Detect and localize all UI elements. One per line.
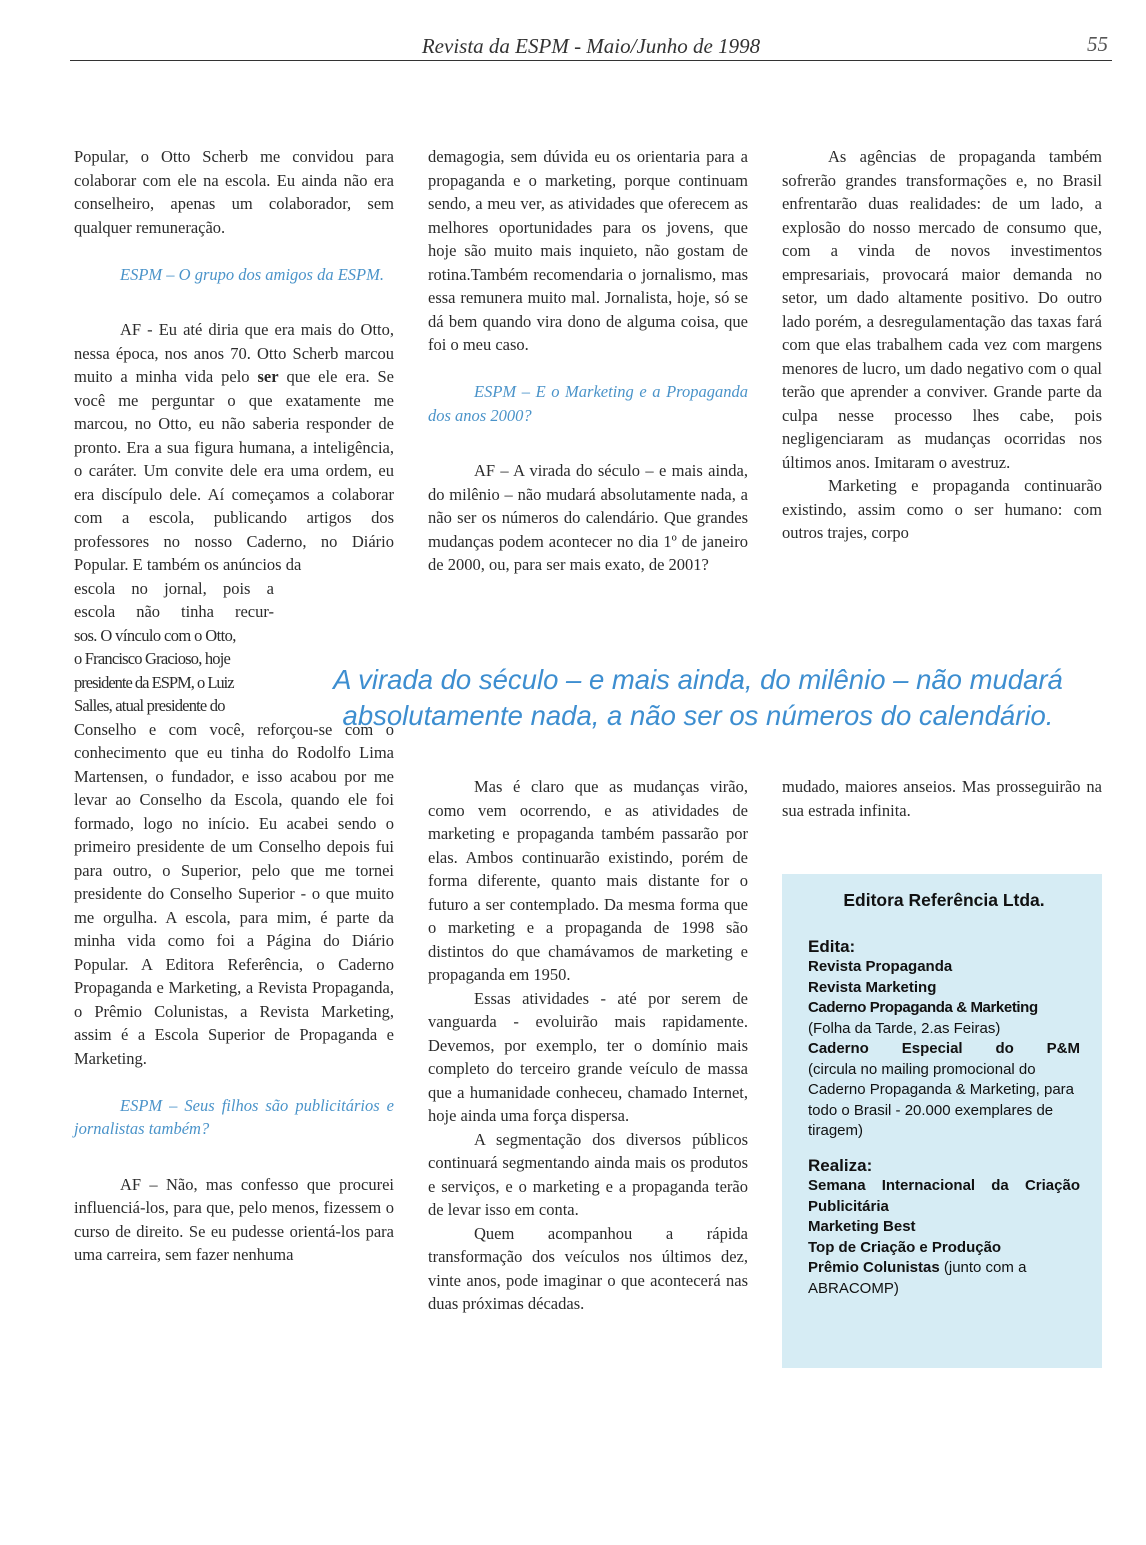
- list-item-note: (Folha da Tarde, 2.as Feiras): [808, 1019, 1001, 1037]
- interview-question: ESPM – E o Marketing e a Propaganda dos anos 2000?: [428, 382, 748, 425]
- paragraph: A segmentação dos diversos públicos continuará segmentando ainda mais os produtos e serviços, e o marketing e a propaganda terão de levar isso em conta.: [428, 1129, 748, 1219]
- page-number: 55: [1087, 32, 1108, 56]
- paragraph: Conselho e com você, reforçou-se com o conhecimento que eu tinha do Rodolfo Lima Martensen, o fundador, e isso acabou por me levar ao Conselho da Escola, quando ele foi formado, logo no início. Eu acabei sendo o primeiro presidente de um Conselho depois fui para outro, o Superior, pelo que me tornei presidente do Conselho Superior - o que muito me orgulha. A escola, para mim, é parte da minha vida como foi a Página do Diário Popular. A Editora Referência, o Caderno Propaganda e Marketing, a Revista Propaganda, o Prêmio Colunistas, a Revista Marketing, assim é a Escola Superior de Propaganda e Marketing.: [74, 719, 394, 1068]
- text-line: escola no jornal, pois a: [74, 578, 274, 598]
- edita-heading: Edita:: [808, 936, 856, 956]
- list-item: Caderno Propaganda & Marketing: [808, 999, 1038, 1016]
- text-line: Salles, atual presidente do: [74, 696, 225, 715]
- list-item-note: (circula no mailing promocional do Caderno Propaganda & Marketing, para todo o Brasil - 20.000 exemplares de tiragem): [808, 1060, 1075, 1139]
- text-line: presidente da ESPM, o Luiz: [74, 672, 234, 692]
- paragraph: Marketing e propaganda continuarão existindo, assim como o ser humano: com outros trajes, corpo: [782, 476, 1102, 542]
- paragraph: Mas é claro que as mudanças virão, como vem ocorrendo, e as atividades de marketing e propaganda também passarão por elas. Ambos continuarão existindo, porém de forma diferente, quanto mais distante for o futuro a ser contemplado. Da mesma forma que o marketing e a propaganda de 1998 são distintos do que chamávamos de marketing e propaganda em 1950.: [428, 777, 748, 984]
- paragraph: demagogia, sem dúvida eu os orientaria para a propaganda e o marketing, porque continuam sendo, a meu ver, as atividades que oferecem as melhores oportunidades para os jovens, que hoje são muito mais inquieto, não gostam de rotina.Também recomendaria o jornalismo, mas essa remunera muito mal. Jornalista, hoje, só se dá bem quando vira dono de alguma coisa, que foi o meu caso.: [428, 147, 748, 354]
- publisher-box: [782, 874, 1102, 1368]
- paragraph: mudado, maiores anseios. Mas prosseguirão na sua estrada infinita.: [782, 777, 1102, 820]
- paragraph: Quem acompanhou a rápida transformação dos veículos nos últimos dez, vinte anos, pode imaginar o que acontecerá nas duas próximas décadas.: [428, 1223, 748, 1313]
- running-header: [70, 30, 1112, 61]
- journal-title: Revista da ESPM - Maio/Junho de 1998: [421, 34, 761, 58]
- list-item: Caderno Especial do P&M: [808, 1040, 1080, 1057]
- paragraph: Popular, o Otto Scherb me convidou para colaborar com ele na escola. Eu ainda não era conselheiro, apenas um colaborador, sem qualquer remuneração.: [74, 147, 394, 237]
- text-line: sos. O vínculo com o Otto,: [74, 625, 236, 645]
- list-item: Top de Criação e Produção: [808, 1238, 1002, 1256]
- list-item: Marketing Best: [808, 1218, 916, 1235]
- column-2-bottom: [428, 775, 748, 1316]
- list-item: Semana Internacional da Criação Publicitária: [808, 1177, 1080, 1215]
- column-3-top: [782, 145, 1102, 545]
- column-3-bottom: [782, 775, 1102, 822]
- pull-quote: A virada do século – e mais ainda, do milênio – não mudará absolutamente nada, a não ser os números do calendário.: [333, 664, 1063, 731]
- paragraph: As agências de propaganda também sofrerão grandes transformações e, no Brasil enfrentarão duas realidades: de um lado, a explosão do nosso mercado de consumo que, com a vinda de novos investimentos empresariais, provocará maior demanda no setor, um dado altamente positivo. Do outro lado porém, a desregulamentação das taxas fará com que elas trabalhem cada vez com margens menores de lucro, um dado negativo com o qual terão que aprender a conviver. Grande parte da culpa nesse processo lhes cabe, pois negligenciaram as mudanças ocorridas nos últimos anos. Imitaram o avestruz.: [782, 147, 1102, 472]
- box-title: Editora Referência Ltda.: [843, 890, 1045, 910]
- paragraph: AF – Não, mas confesso que procurei influenciá-los, para que, pelo menos, fizessem o curso de direito. Se eu pudesse orientá-los para uma carreira, sem fazer nenhuma: [74, 1174, 394, 1264]
- column-2-top: [428, 145, 748, 577]
- list-item: Revista Propaganda: [808, 958, 953, 975]
- text-line: o Francisco Gracioso, hoje: [74, 649, 231, 668]
- realiza-heading: Realiza:: [808, 1155, 873, 1175]
- interview-question: ESPM – O grupo dos amigos da ESPM.: [120, 264, 384, 284]
- list-item: Revista Marketing: [808, 978, 937, 996]
- paragraph: AF – A virada do século – e mais ainda, do milênio – não mudará absolutamente nada, a não ser os números do calendário. Que grandes mudanças podem acontecer no dia 1º de janeiro de 2000, ou, para ser mais exato, de 2001?: [428, 461, 748, 574]
- wrapped-text: [74, 577, 274, 718]
- interview-question: ESPM – Seus filhos são publicitários e jornalistas também?: [74, 1095, 394, 1138]
- paragraph: AF - Eu até diria que era mais do Otto, nessa época, nos anos 70. Otto Scherb marcou muito a minha vida pelo ser que ele era. Se você me perguntar o que exatamente me marcou, no Otto, eu não saberia responder de pronto. Era a sua figura humana, a inteligência, o caráter. Um convite dele era uma ordem, eu era discípulo dele. Aí começamos a colaborar com a escola, publicando artigos dos professores no nosso Caderno, no Diário Popular. E também os anúncios da: [74, 320, 394, 574]
- bold-word: ser: [257, 367, 279, 386]
- text-line: escola não tinha recur-: [74, 602, 274, 621]
- list-item: Prêmio Colunistas (junto com a ABRACOMP): [808, 1259, 1027, 1297]
- paragraph: Essas atividades - até por serem de vanguarda - evoluirão mais rapidamente. Devemos, por exemplo, ter o domínio mais completo do terceiro grande veículo de massa que a humanidade conheceu, chamado Internet, hoje ainda uma força dispersa.: [428, 988, 748, 1125]
